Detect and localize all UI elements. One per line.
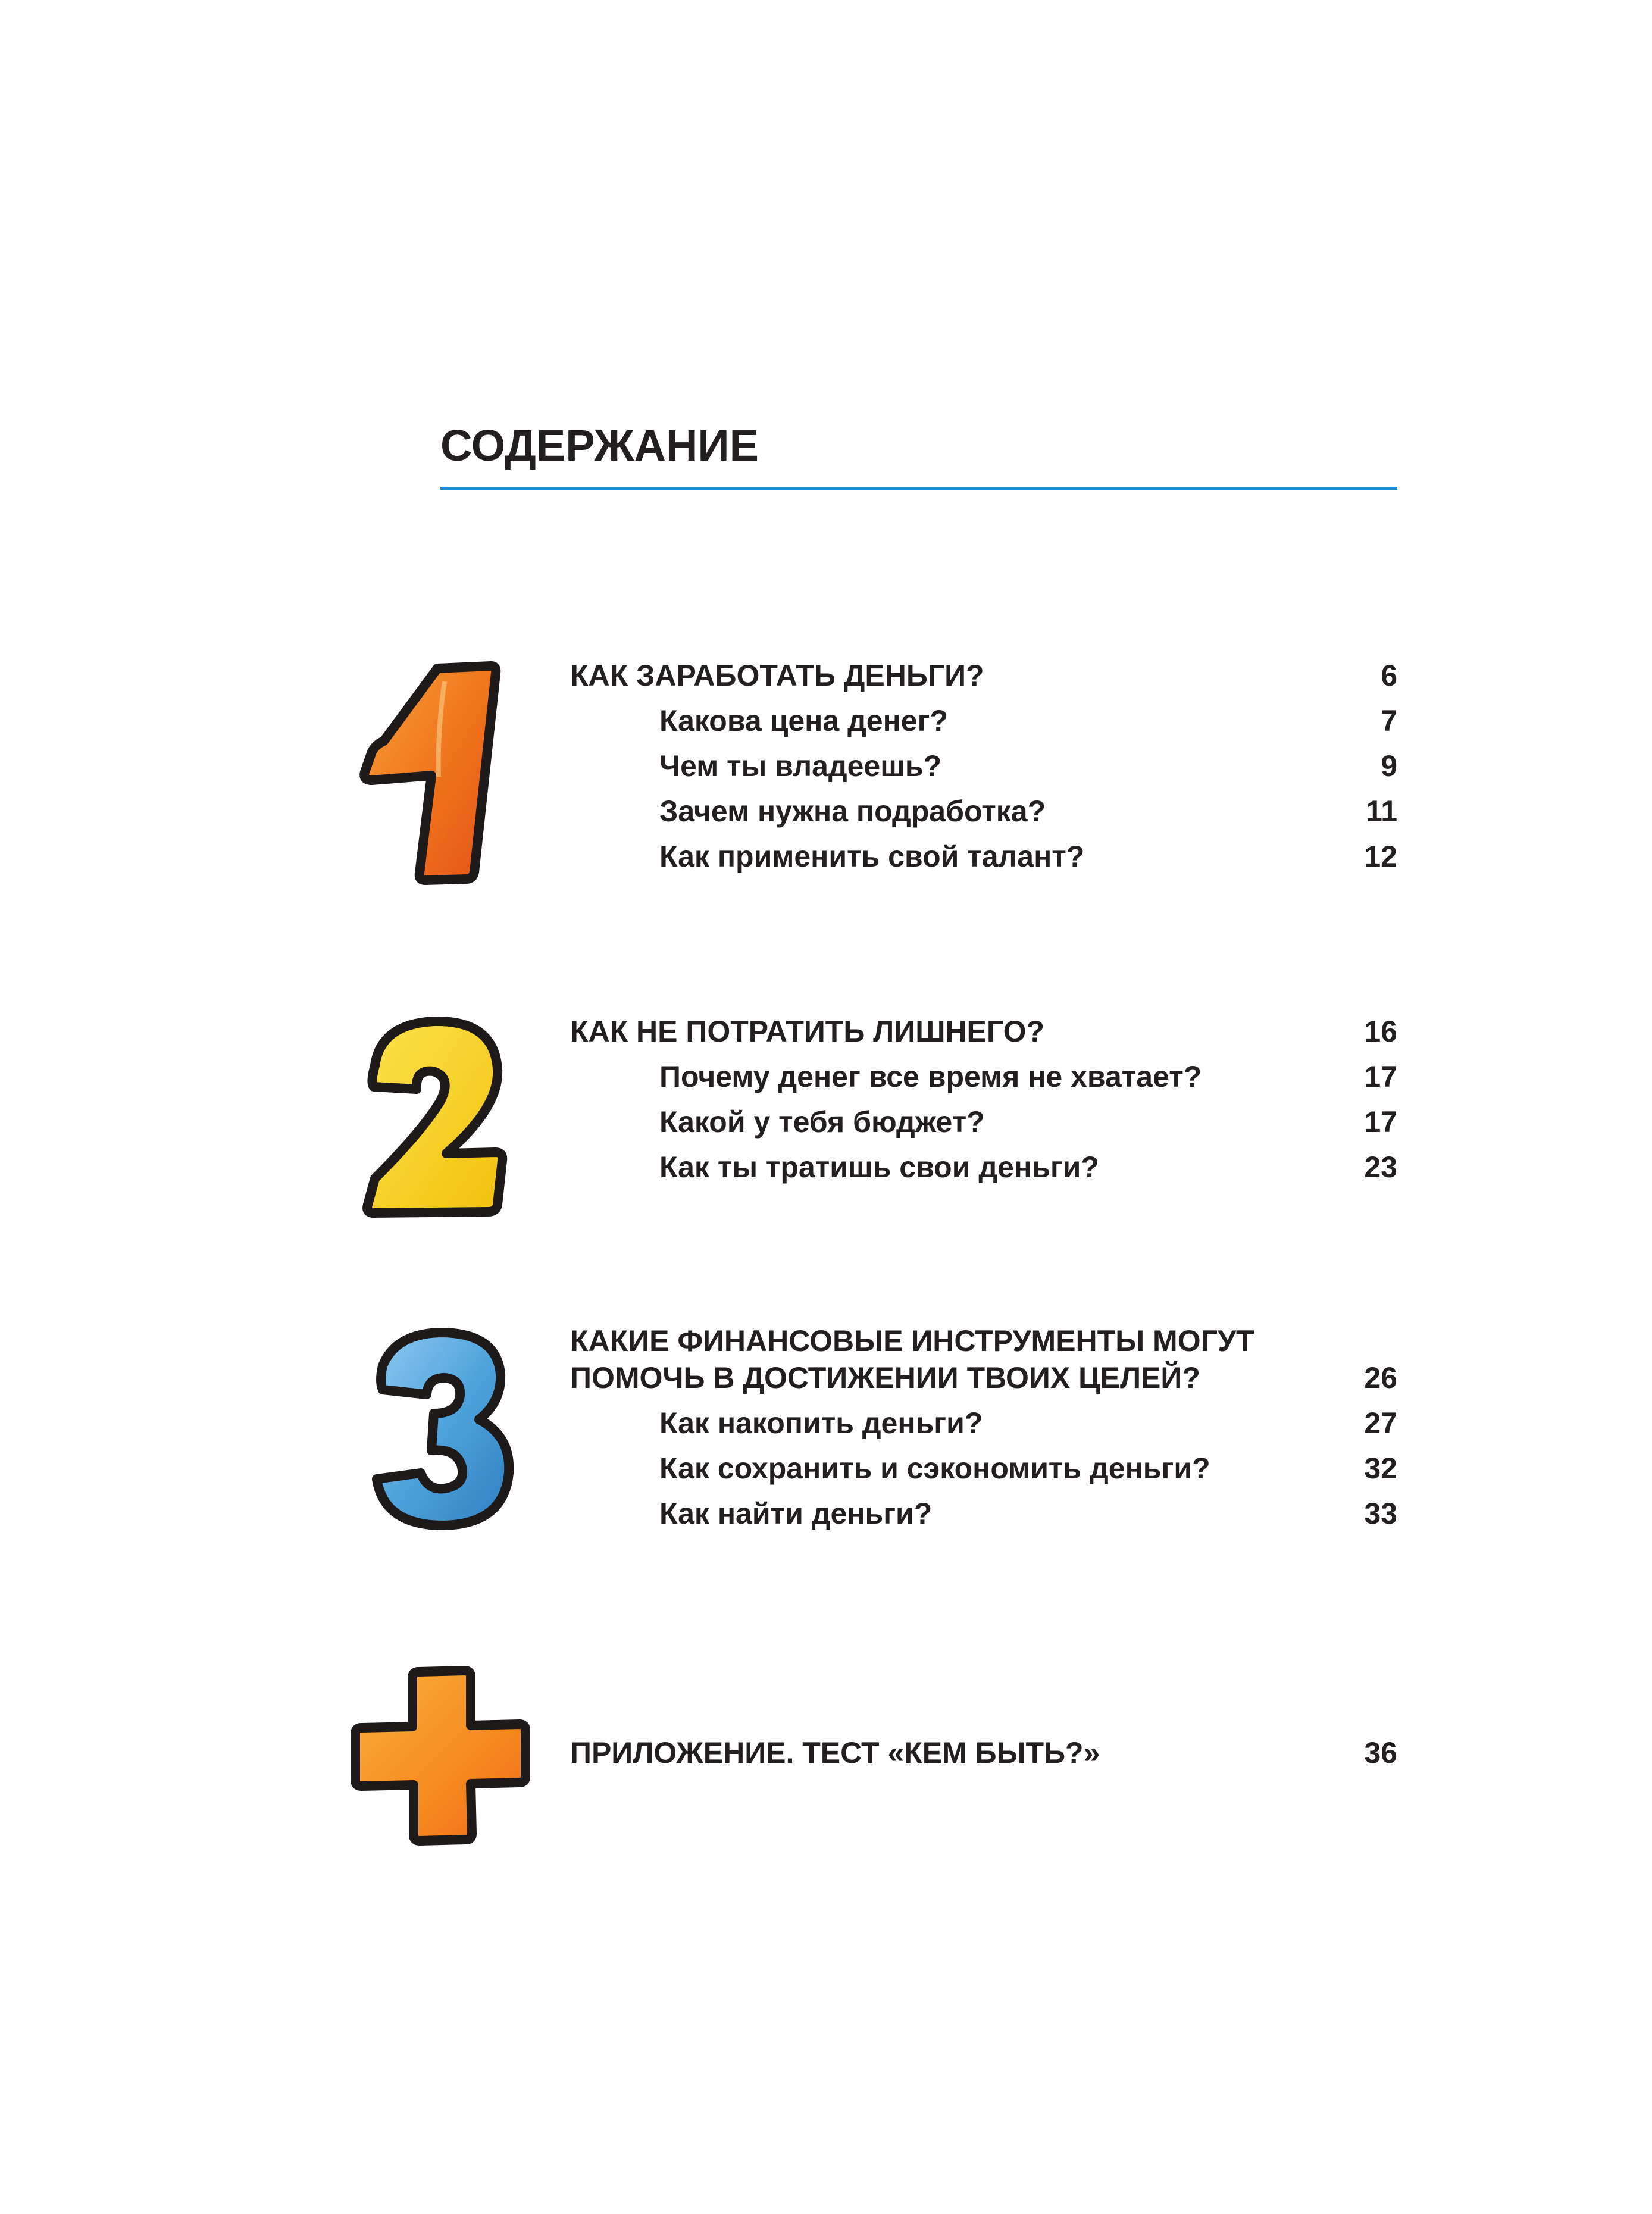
page-title: СОДЕРЖАНИЕ <box>440 421 759 470</box>
section-1-item-1-page: 7 <box>1381 704 1397 737</box>
section-appendix-heading[interactable]: ПРИЛОЖЕНИЕ. ТЕСТ «КЕМ БЫТЬ?» <box>570 1736 1100 1769</box>
section-1-item-3-page: 11 <box>1366 795 1397 828</box>
section-2-item-1[interactable]: Почему денег все время не хватает? <box>659 1060 1202 1093</box>
section-2-item-2-page: 17 <box>1364 1105 1397 1139</box>
section-1-heading-page: 6 <box>1381 659 1397 692</box>
section-3-heading-page: 26 <box>1364 1361 1397 1394</box>
section-2-item-3-page: 23 <box>1364 1150 1397 1184</box>
section-1-item-1[interactable]: Какова цена денег? <box>659 704 948 737</box>
orange-plus-icon <box>348 1663 533 1848</box>
section-1-item-4-page: 12 <box>1364 840 1397 873</box>
section-2-heading-page: 16 <box>1364 1015 1397 1048</box>
section-2-heading[interactable]: КАК НЕ ПОТРАТИТЬ ЛИШНЕГО? <box>570 1015 1045 1048</box>
section-3-item-3-page: 33 <box>1364 1497 1397 1530</box>
section-3-heading-line2[interactable]: ПОМОЧЬ В ДОСТИЖЕНИИ ТВОИХ ЦЕЛЕЙ? <box>570 1361 1200 1394</box>
blue-three-icon <box>366 1324 521 1533</box>
orange-one-icon <box>348 658 509 890</box>
section-2-item-1-page: 17 <box>1364 1060 1397 1093</box>
section-3-item-1[interactable]: Как накопить деньги? <box>659 1406 983 1440</box>
section-appendix-heading-page: 36 <box>1364 1736 1397 1769</box>
section-3-item-2-page: 32 <box>1364 1452 1397 1485</box>
section-1-item-2[interactable]: Чем ты владеешь? <box>659 749 942 783</box>
yellow-two-icon <box>357 1012 512 1226</box>
section-2-item-3[interactable]: Как ты тратишь свои деньги? <box>659 1150 1099 1184</box>
section-3-item-2[interactable]: Как сохранить и сэкономить деньги? <box>659 1452 1210 1485</box>
section-1-item-3[interactable]: Зачем нужна подработка? <box>659 795 1046 828</box>
section-1-heading[interactable]: КАК ЗАРАБОТАТЬ ДЕНЬГИ? <box>570 659 984 692</box>
section-3-item-3[interactable]: Как найти деньги? <box>659 1497 933 1530</box>
section-3-item-1-page: 27 <box>1364 1406 1397 1440</box>
section-2-item-2[interactable]: Какой у тебя бюджет? <box>659 1105 985 1139</box>
section-1-item-2-page: 9 <box>1381 749 1397 783</box>
title-rule <box>440 487 1397 490</box>
section-3-heading-line1[interactable]: КАКИЕ ФИНАНСОВЫЕ ИНСТРУМЕНТЫ МОГУТ <box>570 1324 1254 1358</box>
section-1-item-4[interactable]: Как применить свой талант? <box>659 840 1085 873</box>
